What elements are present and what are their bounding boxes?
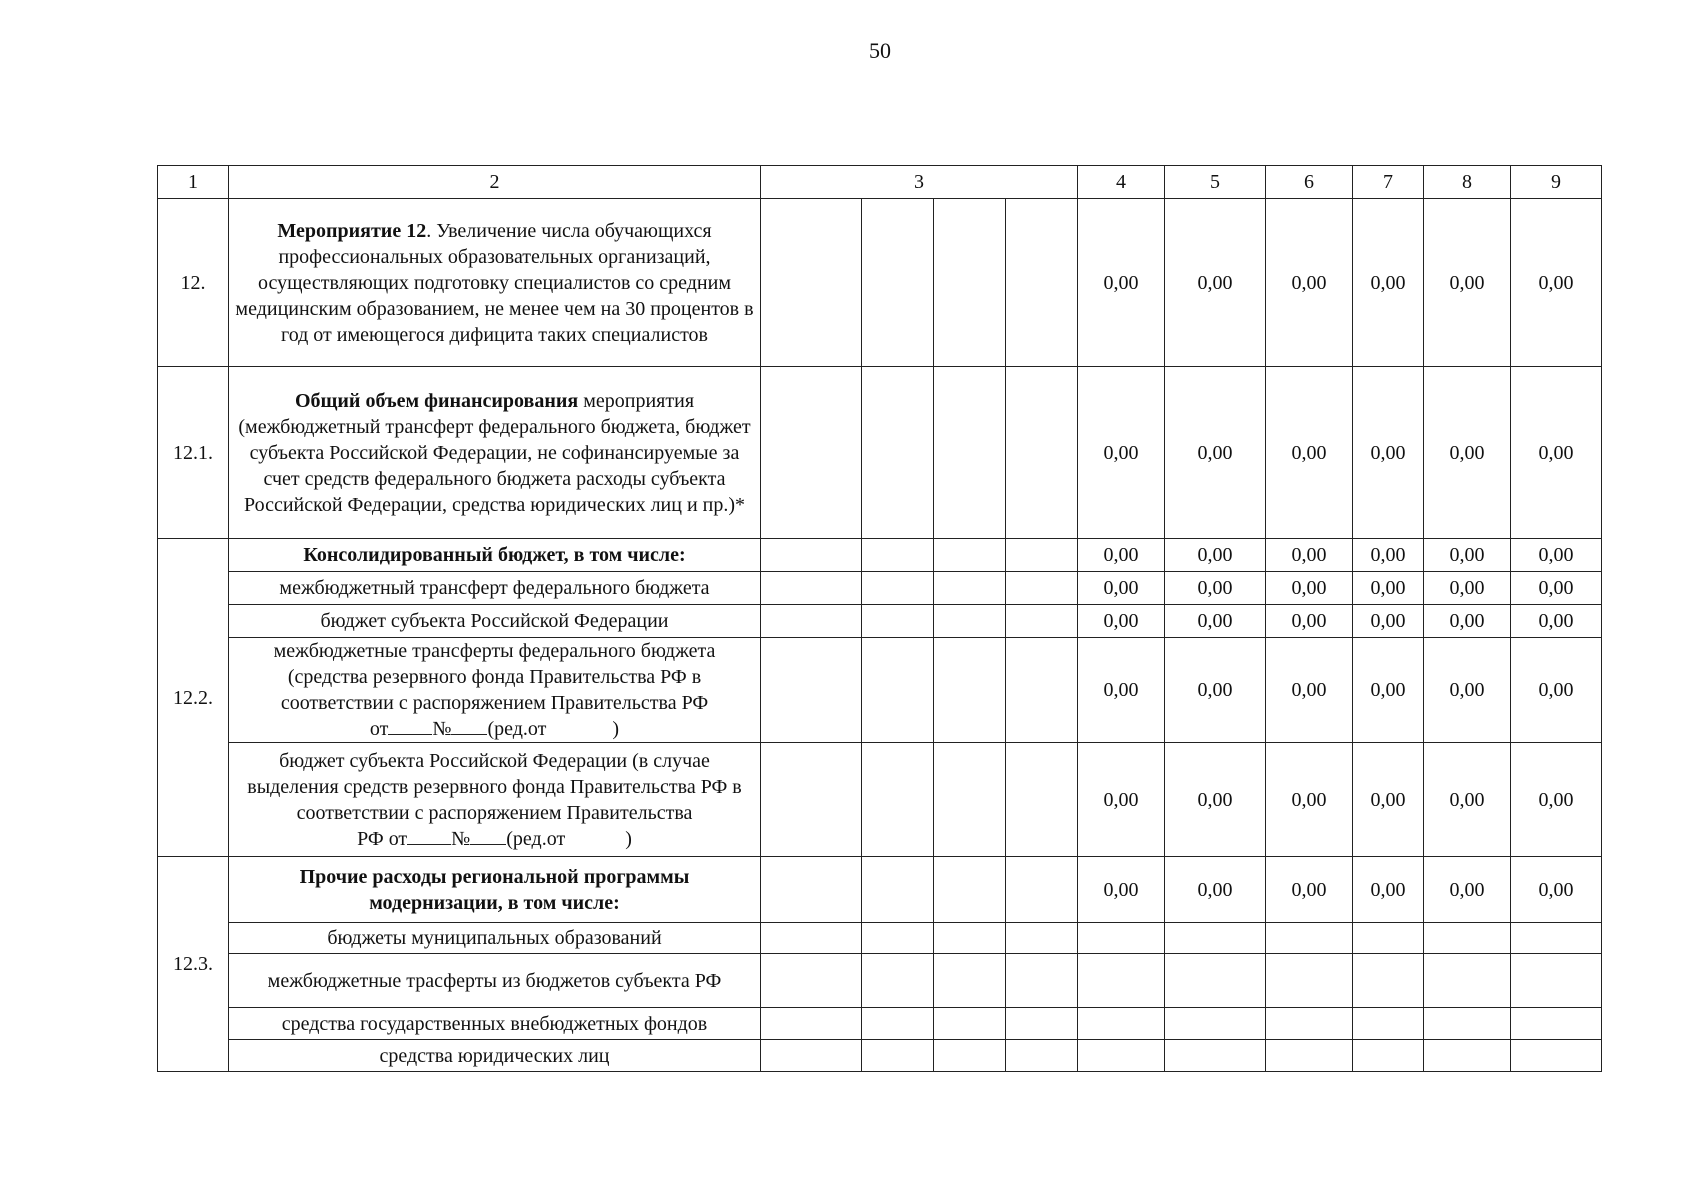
value-cell: 0,00 [1165, 572, 1266, 605]
value-cell: 0,00 [1266, 572, 1353, 605]
value-cell: 0,00 [1353, 199, 1424, 367]
row-label: межбюджетный трансферт федерального бюджета [229, 572, 761, 605]
value-cell: 0,00 [1165, 539, 1266, 572]
value-cell: 0,00 [1424, 743, 1511, 857]
row-label: Консолидированный бюджет, в том числе: [229, 539, 761, 572]
row-label: бюджеты муниципальных образований [229, 923, 761, 954]
value-cell: 0,00 [1353, 857, 1424, 923]
value-cell: 0,00 [1078, 605, 1165, 638]
value-cell: 0,00 [1424, 199, 1511, 367]
value-cell: 0,00 [1353, 743, 1424, 857]
value-cell: 0,00 [1165, 367, 1266, 539]
value-cell: 0,00 [1078, 199, 1165, 367]
value-cell: 0,00 [1266, 638, 1353, 743]
value-cell: 0,00 [1078, 857, 1165, 923]
value-cell: 0,00 [1353, 638, 1424, 743]
value-cell: 0,00 [1078, 572, 1165, 605]
row-title-bold: Общий объем финансирования [294, 389, 579, 412]
value-cell: 0,00 [1511, 638, 1602, 743]
row-label: межбюджетные трасферты из бюджетов субъекта РФ [229, 954, 761, 1008]
header-cell: 3 [761, 166, 1078, 199]
value-cell: 0,00 [1511, 857, 1602, 923]
ref-close: ) [625, 827, 632, 850]
row-label-text: межбюджетные трансферты федерального бюджета (средства резервного фонда Правительства РФ в соответствии с распоряжением Правительства РФ [273, 640, 716, 714]
value-cell: 0,00 [1511, 743, 1602, 857]
row-label [229, 638, 761, 743]
value-cell: 0,00 [1511, 572, 1602, 605]
table-row [158, 1008, 1602, 1040]
row-number: 12.3. [158, 857, 229, 1072]
value-cell: 0,00 [1165, 605, 1266, 638]
row-description [229, 367, 761, 539]
row-label: бюджет субъекта Российской Федерации [229, 605, 761, 638]
row-number: 12.1. [158, 367, 229, 539]
value-cell: 0,00 [1353, 367, 1424, 539]
value-cell: 0,00 [1165, 638, 1266, 743]
row-label-text: бюджет субъекта Российской Федерации (в случае выделения средств резервного фонда Правительства РФ в соответствии с распоряжением Правительства [247, 749, 742, 824]
value-cell: 0,00 [1353, 605, 1424, 638]
ref-number: № [451, 827, 471, 850]
header-cell: 6 [1266, 166, 1353, 199]
ref-edition: (ред.от [487, 718, 547, 740]
value-cell: 0,00 [1266, 199, 1353, 367]
header-cell: 2 [229, 166, 761, 199]
table-row [158, 857, 1602, 923]
value-cell: 0,00 [1511, 539, 1602, 572]
value-cell: 0,00 [1266, 857, 1353, 923]
ref-number: № [432, 718, 452, 740]
blank-number-line [451, 716, 487, 735]
value-cell: 0,00 [1424, 857, 1511, 923]
value-cell: 0,00 [1078, 539, 1165, 572]
row-label: Прочие расходы региональной программы модернизации, в том числе: [229, 857, 761, 923]
row-title-text: . Увеличение числа обучающихся профессиональных образовательных организаций, осуществляющих подготовку специалистов со средним медицинским образованием, не менее чем на 30 процентов в год от имеющегося дифицита таких специалистов [235, 219, 754, 346]
value-cell: 0,00 [1511, 199, 1602, 367]
value-cell: 0,00 [1353, 539, 1424, 572]
header-cell: 4 [1078, 166, 1165, 199]
table-row [158, 199, 1602, 367]
value-cell: 0,00 [1266, 539, 1353, 572]
budget-table [157, 165, 1602, 1072]
table-row [158, 572, 1602, 605]
row-title-text: мероприятия (межбюджетный трансферт федерального бюджета, бюджет субъекта Российской Федерации, не софинансируемые за счет средств федерального бюджета расходы субъекта Российской Федерации, средства юридических лиц и пр.)* [238, 389, 751, 516]
value-cell: 0,00 [1165, 743, 1266, 857]
value-cell: 0,00 [1424, 605, 1511, 638]
row-title-bold: Мероприятие 12 [277, 219, 427, 242]
table-row [158, 605, 1602, 638]
table-row [158, 1040, 1602, 1072]
header-cell: 7 [1353, 166, 1424, 199]
row-label [229, 743, 761, 857]
value-cell: 0,00 [1165, 199, 1266, 367]
header-cell: 8 [1424, 166, 1511, 199]
header-cell: 1 [158, 166, 229, 199]
value-cell: 0,00 [1078, 743, 1165, 857]
table-row [158, 923, 1602, 954]
row-label: средства государственных внебюджетных фондов [229, 1008, 761, 1040]
table-row [158, 367, 1602, 539]
table-row [158, 638, 1602, 743]
value-cell: 0,00 [1078, 638, 1165, 743]
row-number: 12. [158, 199, 229, 367]
header-cell: 5 [1165, 166, 1266, 199]
value-cell: 0,00 [1266, 605, 1353, 638]
row-label: средства юридических лиц [229, 1040, 761, 1072]
value-cell: 0,00 [1078, 367, 1165, 539]
table-row [158, 539, 1602, 572]
value-cell: 0,00 [1424, 539, 1511, 572]
table-header-row [158, 166, 1602, 199]
table-row [158, 954, 1602, 1008]
row-number: 12.2. [158, 539, 229, 857]
value-cell: 0,00 [1165, 857, 1266, 923]
value-cell: 0,00 [1266, 367, 1353, 539]
blank-date-line [388, 716, 432, 735]
value-cell: 0,00 [1424, 638, 1511, 743]
blank-date-line [407, 826, 451, 845]
header-cell: 9 [1511, 166, 1602, 199]
table-row [158, 743, 1602, 857]
value-cell: 0,00 [1353, 572, 1424, 605]
value-cell: 0,00 [1424, 367, 1511, 539]
row-description [229, 199, 761, 367]
value-cell: 0,00 [1511, 605, 1602, 638]
ref-from: от [369, 718, 389, 740]
value-cell: 0,00 [1511, 367, 1602, 539]
ref-close: ) [612, 718, 620, 740]
page-number: 50 [869, 38, 891, 63]
value-cell: 0,00 [1266, 743, 1353, 857]
ref-from: РФ от [357, 827, 408, 850]
ref-edition: (ред.от [506, 827, 566, 850]
value-cell: 0,00 [1424, 572, 1511, 605]
blank-number-line [470, 826, 506, 845]
